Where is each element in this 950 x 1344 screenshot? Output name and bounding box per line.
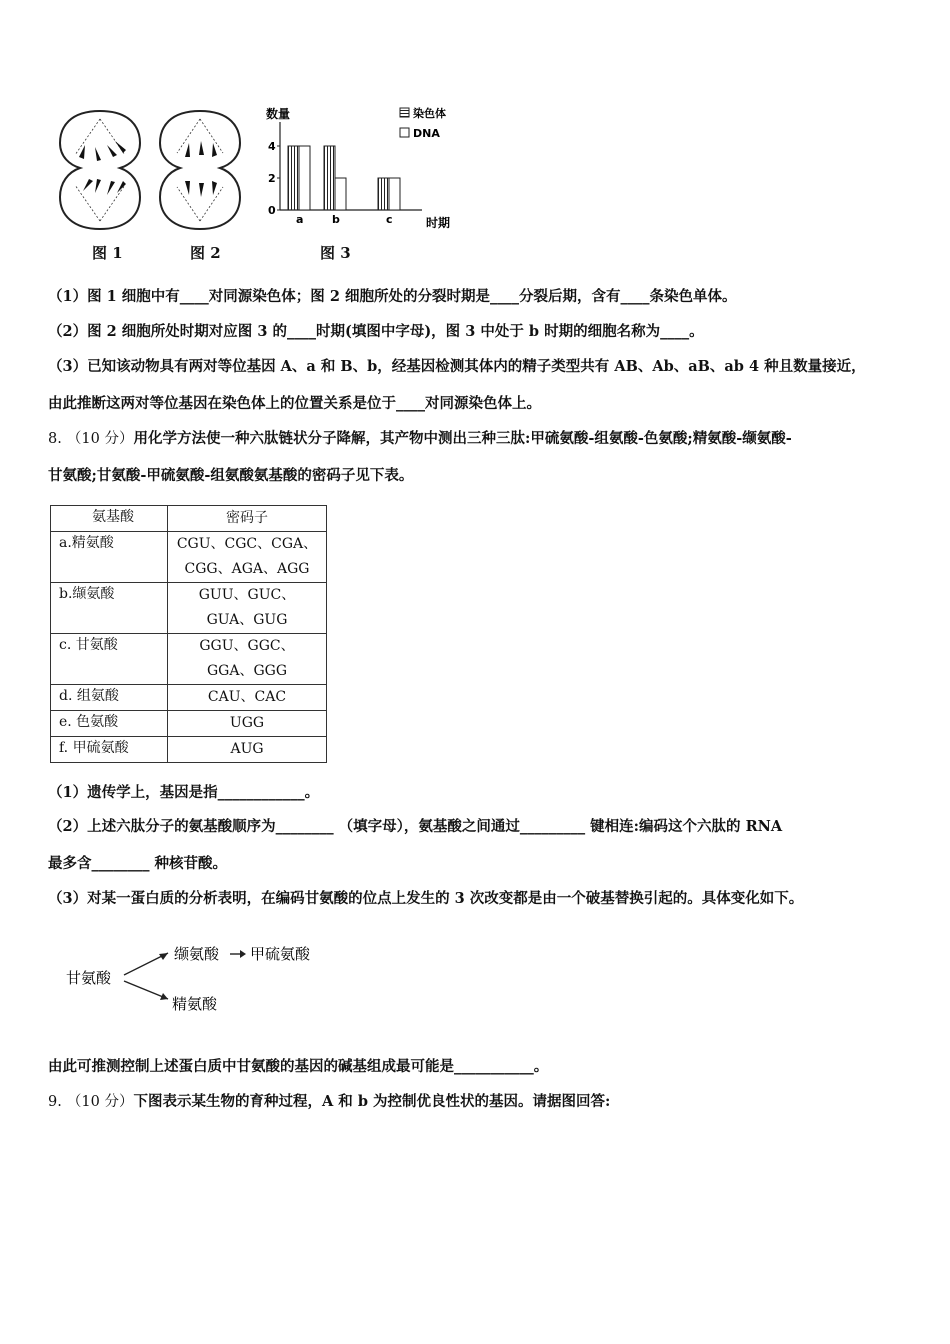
q7-part-2: （2）图 2 细胞所处时期对应图 3 的____时期(填图中字母)，图 3 中处于 b 时期的细胞名称为____。 [48,323,704,340]
y-tick-label: 4 [268,140,276,153]
figure-3-caption: 图 3 [320,244,351,262]
amino-acid-cell: e. 色氨酸 [51,711,168,737]
arrow-down [124,981,168,999]
header-codon: 密码子 [168,506,327,532]
diagram-valine: 缬氨酸 [174,945,220,963]
y-tick-label: 0 [268,204,276,217]
figure-1-cell [55,105,145,235]
q9-score: （10 分） [66,1094,134,1110]
table-row [51,685,327,711]
chart-xlabel: 时期 [426,216,451,230]
table-row [51,532,327,583]
table-row [51,737,327,763]
q9-number: 9. [48,1094,62,1110]
q7-part-1: （1）图 1 细胞中有____对同源染色体；图 2 细胞所处的分裂时期是____分裂后期，含有____条染色单体。 [48,288,737,305]
bar-c-dna [389,178,400,210]
chart-ylabel: 数量 [266,107,291,121]
mutation-diagram [60,935,340,1025]
table-row [51,711,327,737]
codon-line: GUU、GUC、 [198,587,296,603]
codon-cell [168,737,327,763]
amino-acid-cell: a.精氨酸 [51,532,168,583]
amino-acid-cell: d. 组氨酸 [51,685,168,711]
x-tick-label: a [296,213,304,226]
codon-line: CGG、AGA、AGG [184,561,310,577]
codon-cell [168,634,327,685]
q7-part-3b: 由此推断这两对等位基因在染色体上的位置关系是位于____对同源染色体上。 [48,395,541,412]
bar-c-chromosome [378,178,389,210]
figure-1-caption: 图 1 [92,244,123,262]
figure-2-cell [155,105,245,235]
codon-line: GGU、GGC、 [199,638,295,654]
q8-part-2b: 最多含________ 种核苷酸。 [48,855,228,872]
codon-line: GUA、GUG [206,612,288,628]
codon-cell [168,532,327,583]
legend-label: DNA [413,127,440,140]
codon-line: UGG [229,715,265,731]
x-tick-label: b [332,213,340,226]
amino-acid-cell: b.缬氨酸 [51,583,168,634]
y-tick-label: 2 [268,172,276,185]
codon-line: CAU、CAC [207,689,287,705]
table-row [51,634,327,685]
q8-part-1: （1）遗传学上，基因是指____________。 [48,784,320,801]
q7-part-3a: （3）已知该动物具有两对等位基因 A、a 和 B、b，经基因检测其体内的精子类型共有 AB、Ab、aB、ab 4 种且数量接近， [48,358,866,375]
q8-part-3: （3）对某一蛋白质的分析表明，在编码甘氨酸的位点上发生的 3 次改变都是由一个破基替换引起的。具体变化如下。 [48,890,804,907]
diagram-arginine: 精氨酸 [172,995,218,1013]
figure-2-caption: 图 2 [190,244,221,262]
legend-swatch [400,108,409,117]
q8-stem-b: 甘氨酸;甘氨酸-甲硫氨酸-组氨酸氨基酸的密码子见下表。 [48,467,414,484]
q8-score: （10 分） [66,431,134,447]
bar-a-dna [299,146,310,210]
figure-3-chart [260,100,470,240]
x-tick-label: c [386,213,393,226]
q8-number: 8. [48,431,62,447]
q8-stem-line1 [48,427,792,448]
codon-line: GGA、GGG [206,663,288,679]
amino-acid-cell: f. 甲硫氨酸 [51,737,168,763]
legend-swatch [400,128,409,137]
header-amino-acid: 氨基酸 [51,506,168,532]
codon-line: AUG [230,741,264,757]
diagram-methionine: 甲硫氨酸 [250,945,311,963]
codon-cell [168,583,327,634]
codon-cell [168,685,327,711]
table-row [51,583,327,634]
diagram-glycine: 甘氨酸 [66,969,112,987]
q8-stem-a: 用化学方法使一种六肽链状分子降解，其产物中测出三种三肽:甲硫氨酸-组氨酸-色氨酸;精氨酸-缬氨酸- [133,430,792,447]
amino-acid-cell: c. 甘氨酸 [51,634,168,685]
q8-part-3-end: 由此可推测控制上述蛋白质中甘氨酸的基因的碱基组成最可能是___________。 [48,1058,549,1075]
bar-b-chromosome [324,146,335,210]
q9-stem [48,1090,610,1111]
codon-line: CGU、CGC、CGA、 [176,536,318,552]
legend-label: 染色体 [413,107,446,120]
bar-b-dna [335,178,346,210]
codon-cell [168,711,327,737]
bar-a-chromosome [288,146,299,210]
table-header-row [51,506,327,532]
q9-stem-text: 下图表示某生物的育种过程，A 和 b 为控制优良性状的基因。请据图回答: [133,1093,611,1110]
q8-part-2a: （2）上述六肽分子的氨基酸顺序为________ （填字母），氨基酸之间通过_________ 键相连:编码这个六肽的 RNA [48,818,783,835]
codon-table [50,505,327,763]
